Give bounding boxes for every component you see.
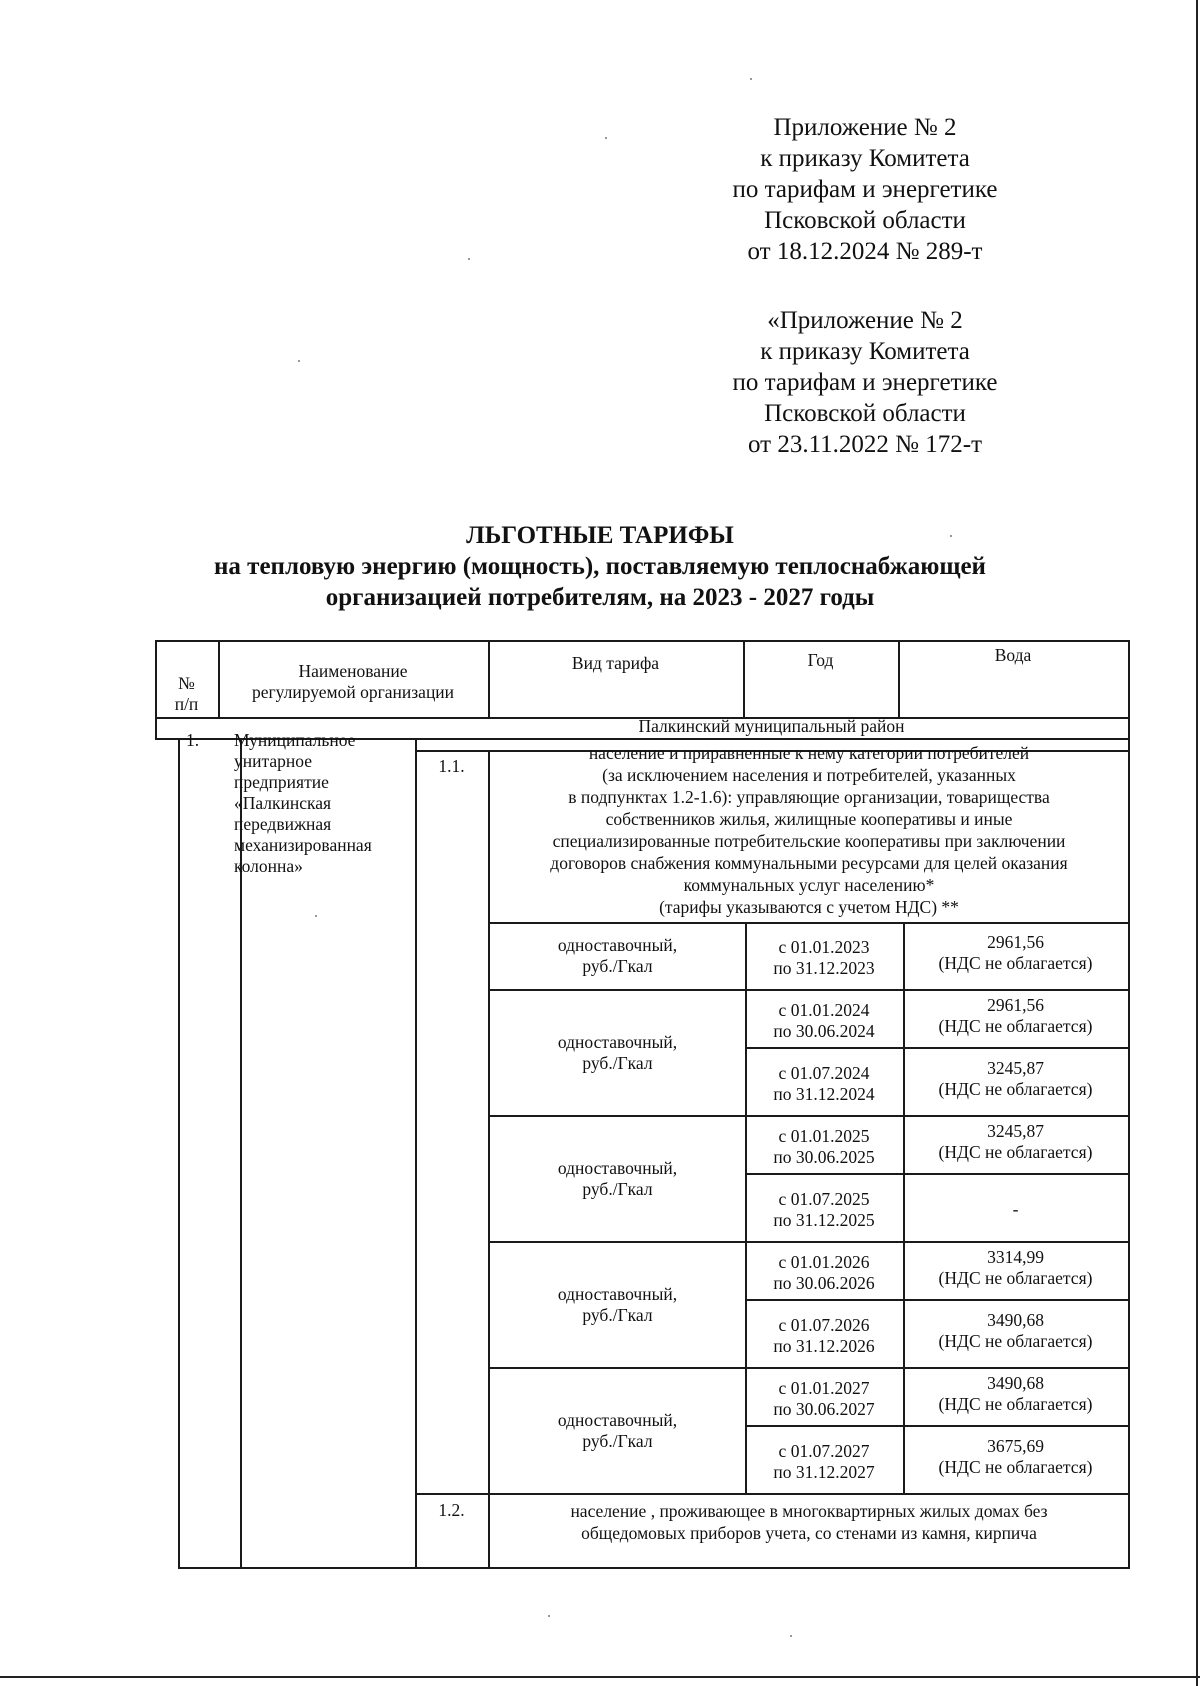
period-to: по 31.12.2027 (773, 1462, 875, 1482)
scan-speck (950, 535, 952, 537)
water-value-cell (903, 1199, 1128, 1220)
sub1-number: 1.1. (438, 756, 465, 776)
period-from: с 01.07.2026 (778, 1315, 870, 1335)
period-to: по 31.12.2023 (773, 958, 875, 978)
period-from: с 01.07.2025 (778, 1189, 870, 1209)
organization-line: колонна» (234, 856, 303, 876)
vat-note: (НДС не облагается) (938, 1016, 1093, 1036)
header-num-line-1: № (178, 673, 195, 693)
org-header-border (488, 640, 490, 717)
vat-note: (НДС не облагается) (938, 1394, 1093, 1414)
scan-speck (548, 1615, 550, 1617)
sub1-description-line: коммунальных услуг населению* (683, 875, 935, 895)
scan-speck (315, 915, 317, 917)
document-title-line-3: организацией потребителям, на 2023 - 2027 годы (325, 584, 875, 611)
water-value: 2961,56 (987, 995, 1044, 1015)
water-value-cell (903, 1058, 1128, 1100)
organization-line: унитарное (234, 751, 312, 771)
tariff-type-line: руб./Гкал (582, 956, 653, 976)
appendix-current-line-3: по тарифам и энергетике (732, 176, 998, 203)
period-to: по 30.06.2025 (773, 1147, 875, 1167)
sub1-description-line: (за исключением населения и потребителей, указанных (602, 765, 1016, 785)
document-title (150, 520, 1050, 613)
period-separator (745, 1299, 1130, 1301)
sub2-description (490, 1500, 1128, 1544)
period-from: с 01.01.2024 (778, 1000, 870, 1020)
tariff-type-line: одноставочный, (557, 935, 678, 955)
district-name: Палкинский муниципальный район (638, 716, 905, 736)
tariff-type-line: руб./Гкал (582, 1305, 653, 1325)
period-to: по 30.06.2027 (773, 1399, 875, 1419)
header-num-line-2: п/п (174, 694, 199, 714)
scan-speck (298, 360, 300, 362)
period-separator (745, 1425, 1130, 1427)
water-value: 3245,87 (987, 1058, 1044, 1078)
water-value-cell (903, 1373, 1128, 1415)
vat-note: (НДС не облагается) (938, 1142, 1093, 1162)
header-org-line-1: Наименование (298, 661, 408, 681)
period-cell (745, 1063, 903, 1105)
tariff-type-line: одноставочный, (557, 1410, 678, 1430)
sub1-description-line: в подпунктах 1.2-1.6): управляющие организации, товарищества (568, 787, 1050, 807)
header-water: Вода (994, 645, 1032, 665)
period-to: по 31.12.2026 (773, 1336, 875, 1356)
appendix-previous-line-4: Псковской области (764, 400, 966, 427)
organization-line: «Палкинская (234, 793, 332, 813)
period-cell (745, 937, 903, 979)
tariff-type-line: руб./Гкал (582, 1179, 653, 1199)
scan-speck (790, 1635, 792, 1637)
appendix-previous-line-2: к приказу Комитета (760, 338, 970, 365)
sub1-description (490, 742, 1128, 918)
tariff-type-line: одноставочный, (557, 1284, 678, 1304)
sub1-description-line: договоров снабжения коммунальными ресурсами для целей оказания (550, 853, 1068, 873)
period-to: по 30.06.2026 (773, 1273, 875, 1293)
tariff-type-2027 (490, 1410, 745, 1452)
period-cell (745, 1189, 903, 1231)
period-separator (490, 1241, 1130, 1243)
period-separator (490, 989, 1130, 991)
water-value: - (1012, 1199, 1019, 1219)
period-from: с 01.07.2027 (778, 1441, 870, 1461)
header-tariff-type: Вид тарифа (571, 653, 660, 673)
vat-note: (НДС не облагается) (938, 1331, 1093, 1351)
appendix-previous (700, 305, 1030, 460)
period-cell (745, 1378, 903, 1420)
org-column-border (415, 738, 417, 1567)
tariff-type-2026 (490, 1284, 745, 1326)
water-value-cell (903, 1247, 1128, 1289)
water-value: 3490,68 (987, 1310, 1044, 1330)
tariff-type-line: руб./Гкал (582, 1053, 653, 1073)
appendix-previous-line-3: по тарифам и энергетике (732, 369, 998, 396)
water-value-cell (903, 1121, 1128, 1163)
period-cell (745, 1252, 903, 1294)
scan-speck (750, 78, 752, 80)
water-value: 3314,99 (987, 1247, 1044, 1267)
scan-speck (468, 258, 470, 260)
period-from: с 01.01.2023 (778, 937, 870, 957)
appendix-current (700, 112, 1030, 267)
sub1-description-line: население и приравненные к нему категории потребителей (588, 743, 1030, 763)
sub2-description-line: население , проживающее в многоквартирных жилых домах без (570, 1501, 1048, 1521)
sub2-top-border (415, 1493, 1130, 1495)
page-edge-right (1196, 0, 1198, 1686)
organization-name (234, 730, 414, 877)
document-title-line-2: на тепловую энергию (мощность), поставляемую теплоснабжающей (214, 553, 986, 580)
appendix-previous-line-5: от 23.11.2022 № 172-т (747, 431, 983, 458)
header-org-line-2: регулируемой организации (251, 682, 455, 702)
table-left-border-lower (178, 738, 180, 1567)
organization-line: предприятие (234, 772, 329, 792)
period-from: с 01.01.2025 (778, 1126, 870, 1146)
water-value-cell (903, 995, 1128, 1037)
table-top-border (155, 640, 1130, 642)
vat-note: (НДС не облагается) (938, 1079, 1093, 1099)
page-edge-bottom (0, 1676, 1200, 1678)
vat-note: (НДС не облагается) (938, 1457, 1093, 1477)
water-value: 3490,68 (987, 1373, 1044, 1393)
period-cell (745, 1000, 903, 1042)
tariff-type-line: руб./Гкал (582, 1431, 653, 1451)
organization-line: передвижная (234, 814, 332, 834)
organization-line: Муниципальное (234, 730, 356, 750)
vat-note: (НДС не облагается) (938, 953, 1093, 973)
water-value: 2961,56 (987, 932, 1044, 952)
tariff-type-2023 (490, 935, 745, 977)
sub1-description-line: (тарифы указываются с учетом НДС) ** (659, 897, 959, 917)
appendix-current-line-2: к приказу Комитета (760, 145, 970, 172)
water-value: 3675,69 (987, 1436, 1044, 1456)
period-to: по 30.06.2024 (773, 1021, 875, 1041)
water-value: 3245,87 (987, 1121, 1044, 1141)
sub2-number: 1.2. (438, 1500, 465, 1520)
period-cell (745, 1441, 903, 1483)
header-year: Год (807, 650, 834, 670)
period-cell (745, 1315, 903, 1357)
tariff-type-line: одноставочный, (557, 1158, 678, 1178)
water-value-cell (903, 932, 1128, 974)
sub1-description-line: собственников жилья, жилищные кооперативы и иные (605, 809, 1013, 829)
tariff-type-line: одноставочный, (557, 1032, 678, 1052)
period-separator (745, 1047, 1130, 1049)
vat-note: (НДС не облагается) (938, 1268, 1093, 1288)
row-number: 1. (186, 730, 200, 750)
period-to: по 31.12.2024 (773, 1084, 875, 1104)
period-from: с 01.07.2024 (778, 1063, 870, 1083)
sub1-description-line: специализированные потребительские кооперативы при заключении (552, 831, 1066, 851)
header-organization (218, 661, 488, 703)
table-right-border (1128, 640, 1130, 1567)
appendix-current-line-1: Приложение № 2 (773, 114, 957, 141)
sub2-description-line: общедомовых приборов учета, со стенами из камня, кирпича (581, 1523, 1037, 1543)
period-from: с 01.01.2026 (778, 1252, 870, 1272)
tariff-type-2025 (490, 1158, 745, 1200)
period-separator (490, 1367, 1130, 1369)
water-value-cell (903, 1310, 1128, 1352)
period-separator (745, 1173, 1130, 1175)
appendix-current-line-4: Псковской области (764, 207, 966, 234)
period-to: по 31.12.2025 (773, 1210, 875, 1230)
appendix-previous-line-1: «Приложение № 2 (767, 307, 963, 334)
scan-speck (605, 137, 607, 139)
water-value-cell (903, 1436, 1128, 1478)
sub1-description-bottom-border (490, 922, 1130, 924)
document-title-line-1: ЛЬГОТНЫЕ ТАРИФЫ (466, 522, 734, 549)
organization-line: механизированная (234, 835, 372, 855)
period-from: с 01.01.2027 (778, 1378, 870, 1398)
tariff-type-2024 (490, 1032, 745, 1074)
header-num (155, 673, 218, 715)
appendix-current-line-5: от 18.12.2024 № 289-т (747, 238, 983, 265)
period-separator (490, 1115, 1130, 1117)
table-bottom-border (178, 1567, 1130, 1569)
period-cell (745, 1126, 903, 1168)
